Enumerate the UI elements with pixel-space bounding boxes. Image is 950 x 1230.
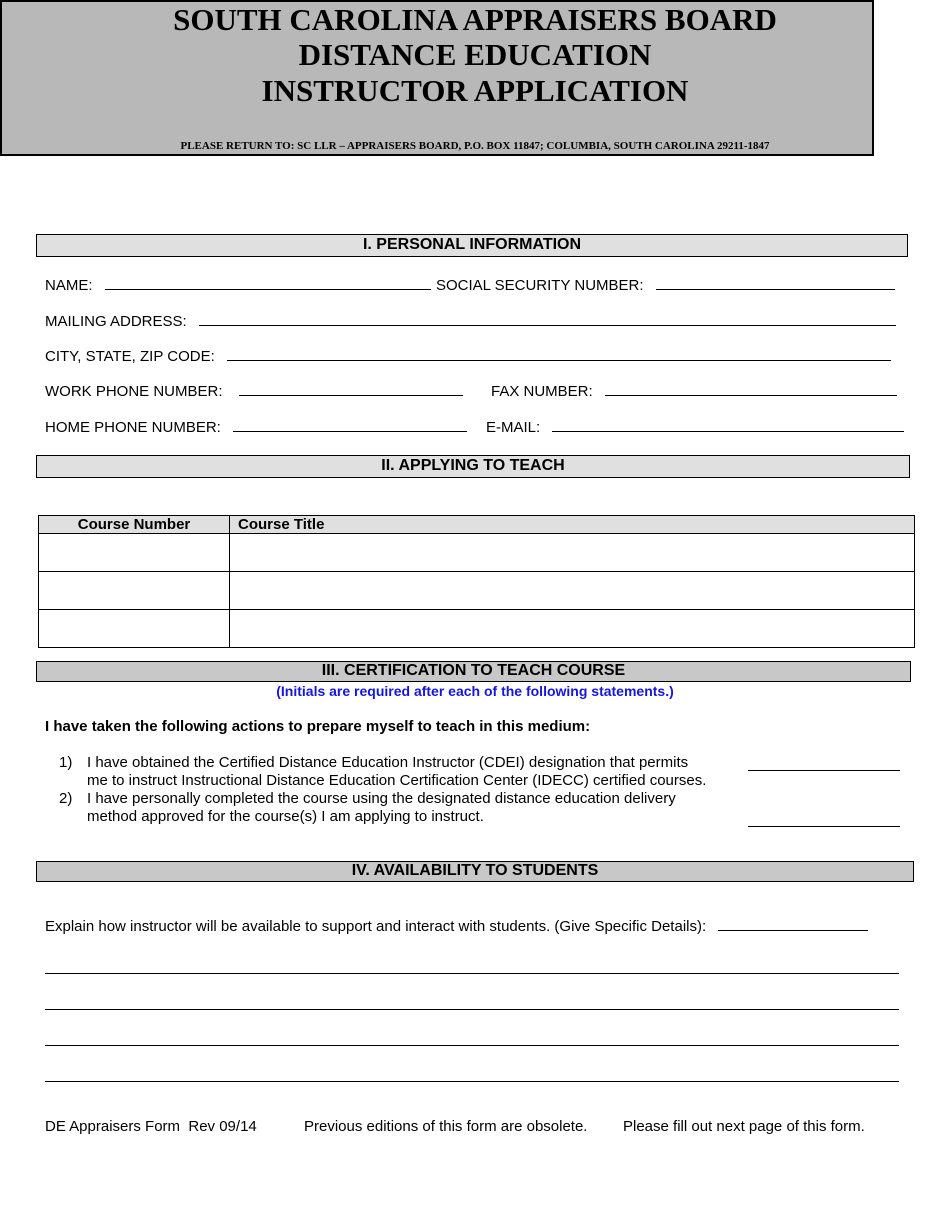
section-applying-to-teach: II. APPLYING TO TEACH <box>36 455 910 478</box>
availability-line-3[interactable] <box>45 1044 899 1046</box>
ssn-row <box>436 276 895 295</box>
course-title-cell[interactable] <box>230 572 915 610</box>
statement-2-line2: method approved for the course(s) I am applying to instruct. <box>87 808 484 825</box>
mailing-address-label: MAILING ADDRESS: <box>45 313 187 330</box>
fax-row <box>491 382 897 401</box>
statement-1-line2: me to instruct Instructional Distance Education Certification Center (IDECC) certified courses. <box>87 772 707 789</box>
header-title-line3: INSTRUCTOR APPLICATION <box>261 73 689 108</box>
obsolete-notice: Previous editions of this form are obsolete. <box>304 1118 588 1135</box>
table-row <box>39 610 915 648</box>
work-phone-row <box>45 382 463 401</box>
form-revision: DE Appraisers Form Rev 09/14 <box>45 1118 257 1135</box>
home-phone-row <box>45 418 467 437</box>
work-phone-field[interactable] <box>239 382 463 396</box>
course-table <box>38 515 915 648</box>
course-title-cell[interactable] <box>230 534 915 572</box>
next-page-notice: Please fill out next page of this form. <box>623 1118 865 1135</box>
availability-prompt: Explain how instructor will be available to support and interact with students. (Give Specific Details): <box>45 918 707 935</box>
course-title-cell[interactable] <box>230 610 915 648</box>
city-state-zip-field[interactable] <box>227 347 891 361</box>
fax-field[interactable] <box>605 382 897 396</box>
email-field[interactable] <box>552 418 904 432</box>
table-row <box>39 534 915 572</box>
city-state-zip-label: CITY, STATE, ZIP CODE: <box>45 348 215 365</box>
initials-note: (Initials are required after each of the following statements.) <box>276 683 674 699</box>
availability-line-2[interactable] <box>45 1008 899 1010</box>
home-phone-field[interactable] <box>233 418 467 432</box>
ssn-label: SOCIAL SECURITY NUMBER: <box>436 277 644 294</box>
course-number-cell[interactable] <box>39 572 230 610</box>
name-row <box>45 276 431 295</box>
availability-field-inline[interactable] <box>718 917 868 931</box>
header-title-line1: SOUTH CAROLINA APPRAISERS BOARD <box>173 2 777 37</box>
availability-line-1[interactable] <box>45 972 899 974</box>
ssn-field[interactable] <box>656 276 895 290</box>
email-row <box>486 418 904 437</box>
mailing-address-row <box>45 312 896 331</box>
course-number-cell[interactable] <box>39 534 230 572</box>
email-label: E-MAIL: <box>486 419 541 436</box>
name-label: NAME: <box>45 277 93 294</box>
name-field[interactable] <box>105 276 431 290</box>
section-personal-information: I. PERSONAL INFORMATION <box>36 234 908 257</box>
mailing-address-field[interactable] <box>199 312 896 326</box>
home-phone-label: HOME PHONE NUMBER: <box>45 419 221 436</box>
work-phone-label: WORK PHONE NUMBER: <box>45 383 223 400</box>
statement-1-number: 1) <box>59 754 73 771</box>
statement-1-initials-field[interactable] <box>748 769 900 771</box>
column-header-course-title: Course Title <box>230 516 915 534</box>
header-box <box>0 0 874 156</box>
course-number-cell[interactable] <box>39 610 230 648</box>
section-certification: III. CERTIFICATION TO TEACH COURSE <box>36 661 911 682</box>
table-header-row <box>39 516 915 534</box>
availability-prompt-row <box>45 917 868 936</box>
certification-intro: I have taken the following actions to prepare myself to teach in this medium: <box>45 718 591 735</box>
statement-2-number: 2) <box>59 790 73 807</box>
statement-1-line1: I have obtained the Certified Distance Education Instructor (CDEI) designation that permits <box>87 754 689 771</box>
section-availability: IV. AVAILABILITY TO STUDENTS <box>36 861 914 882</box>
return-address: PLEASE RETURN TO: SC LLR – APPRAISERS BOARD, P.O. BOX 11847; COLUMBIA, SOUTH CAROLINA 29211-1847 <box>180 140 770 152</box>
statement-2-line1: I have personally completed the course using the designated distance education delivery <box>87 790 676 807</box>
statement-2-initials-field[interactable] <box>748 825 900 827</box>
column-header-course-number: Course Number <box>39 516 230 534</box>
fax-label: FAX NUMBER: <box>491 383 593 400</box>
availability-line-4[interactable] <box>45 1080 899 1082</box>
header-title-line2: DISTANCE EDUCATION <box>298 37 652 72</box>
table-row <box>39 572 915 610</box>
city-state-zip-row <box>45 347 891 366</box>
